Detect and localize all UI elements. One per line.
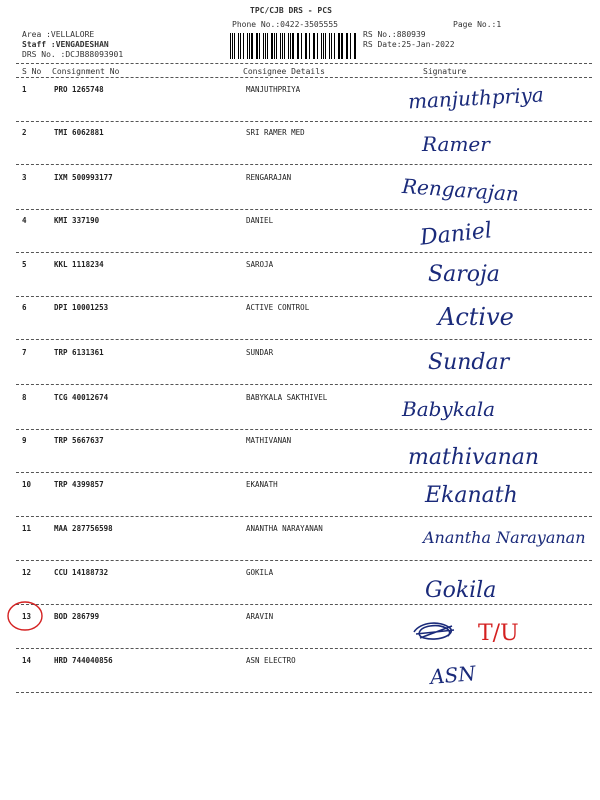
barcode-bar	[331, 33, 332, 59]
row-signature: Babykala	[402, 397, 496, 421]
divider	[16, 63, 592, 64]
row-divider	[16, 384, 592, 385]
barcode-bar	[251, 33, 252, 59]
row-signature: Sundar	[428, 350, 510, 375]
barcode-bar	[325, 33, 326, 59]
row-divider	[16, 472, 592, 473]
drs-number: DRS No. :DCJB88093901	[22, 50, 124, 59]
row-divider	[16, 164, 592, 165]
tu-note: T/U	[478, 621, 519, 646]
barcode-bar	[314, 33, 315, 59]
row-sno: 1	[22, 85, 27, 94]
col-signature: Signature	[423, 67, 467, 76]
row-consignment: MAA 287756598	[54, 524, 113, 533]
barcode-bar	[284, 33, 285, 59]
row-consignee: ASN ELECTRO	[246, 656, 296, 665]
barcode-bar	[267, 33, 268, 59]
row-sno: 14	[22, 656, 32, 665]
barcode-bar	[271, 33, 272, 59]
row-sno: 5	[22, 260, 27, 269]
row-divider	[16, 560, 592, 561]
sheet-title: TPC/CJB DRS - PCS	[250, 6, 332, 15]
row-signature: Active	[438, 303, 514, 331]
row-sno: 9	[22, 436, 27, 445]
row-consignment: TMI 6062881	[54, 128, 104, 137]
row-consignment: HRD 744040856	[54, 656, 113, 665]
row-sno: 11	[22, 524, 32, 533]
row-consignee: SUNDAR	[246, 348, 274, 357]
row-consignment: TCG 40012674	[54, 393, 109, 402]
row-divider	[16, 692, 592, 693]
divider	[16, 77, 592, 78]
row-consignee: EKANATH	[246, 480, 278, 489]
barcode-bar	[292, 33, 293, 59]
page-number: Page No.:1	[453, 20, 502, 29]
phone-number: Phone No.:0422-3505555	[232, 20, 338, 29]
row-signature: ASN	[429, 661, 477, 689]
row-consignment: TRP 6131361	[54, 348, 104, 357]
row-consignee: ANANTHA NARAYANAN	[246, 524, 323, 533]
row-divider	[16, 429, 592, 430]
col-sno: S No	[22, 67, 42, 76]
row-consignee: MANJUTHPRIYA	[246, 85, 301, 94]
row-sno: 6	[22, 303, 27, 312]
row-consignment: IXM 500993177	[54, 173, 113, 182]
barcode-bar	[355, 33, 356, 59]
row-divider	[16, 296, 592, 297]
row-consignment: DPI 10001253	[54, 303, 109, 312]
row-divider	[16, 252, 592, 253]
barcode-bar	[341, 33, 342, 59]
row-sno: 3	[22, 173, 27, 182]
row-divider	[16, 209, 592, 210]
rs-date: RS Date:25-Jan-2022	[363, 40, 455, 49]
row-sno: 7	[22, 348, 27, 357]
barcode-bar	[247, 33, 248, 59]
row-signature: Ramer	[422, 132, 490, 156]
row-consignment: KKL 1118234	[54, 260, 104, 269]
row-consignee: MATHIVANAN	[246, 436, 292, 445]
staff-label: Staff :VENGADESHAN	[22, 40, 109, 49]
row-consignee: RENGARAJAN	[246, 173, 292, 182]
barcode-bar	[317, 33, 318, 59]
barcode-bar	[288, 33, 289, 59]
barcode-bar	[334, 33, 335, 59]
row-signature: Rengarajan	[401, 173, 520, 207]
row-consignee: BABYKALA SAKTHIVEL	[246, 393, 328, 402]
row-sno: 13	[22, 612, 32, 621]
row-signature: Ekanath	[425, 483, 518, 508]
row-sno: 2	[22, 128, 27, 137]
row-signature: mathivanan	[408, 445, 540, 470]
row-signature: Daniel	[418, 218, 494, 251]
col-consignment: Consignment No	[52, 67, 120, 76]
row-divider	[16, 648, 592, 649]
area-label: Area :VELLALORE	[22, 30, 95, 39]
barcode-bar	[347, 33, 348, 59]
row-divider	[16, 339, 592, 340]
barcode	[230, 33, 358, 59]
col-consignee: Consignee Details	[243, 67, 325, 76]
row-signature: manjuthpriya	[407, 82, 545, 114]
row-sno: 8	[22, 393, 27, 402]
row-divider	[16, 516, 592, 517]
row-consignee: ARAVIN	[246, 612, 274, 621]
barcode-bar	[276, 33, 277, 59]
row-sno: 10	[22, 480, 32, 489]
row-consignment: TRP 4399857	[54, 480, 104, 489]
rs-number: RS No.:880939	[363, 30, 426, 39]
row-consignee: SRI RAMER MED	[246, 128, 305, 137]
row-consignee: GOKILA	[246, 568, 274, 577]
row-consignment: KMI 337190	[54, 216, 100, 225]
row-consignment: PRO 1265748	[54, 85, 104, 94]
row-consignment: BOD 286799	[54, 612, 100, 621]
row-signature: Anantha Narayanan	[423, 528, 586, 547]
row-signature: Gokila	[425, 578, 497, 603]
barcode-bar	[243, 33, 244, 59]
barcode-bar	[238, 33, 239, 59]
barcode-bar	[301, 33, 302, 59]
row-sno: 12	[22, 568, 32, 577]
row-divider	[16, 121, 592, 122]
scribble-signature	[410, 618, 460, 646]
row-divider	[16, 604, 592, 605]
row-signature: Saroja	[428, 262, 500, 287]
barcode-bar	[230, 33, 231, 59]
row-consignee: DANIEL	[246, 216, 274, 225]
row-sno: 4	[22, 216, 27, 225]
row-consignment: TRP 5667637	[54, 436, 104, 445]
barcode-bar	[306, 33, 307, 59]
barcode-bar	[259, 33, 260, 59]
row-consignee: SAROJA	[246, 260, 274, 269]
red-circle-mark	[4, 598, 48, 634]
row-consignee: ACTIVE CONTROL	[246, 303, 310, 312]
row-consignment: CCU 14188732	[54, 568, 109, 577]
